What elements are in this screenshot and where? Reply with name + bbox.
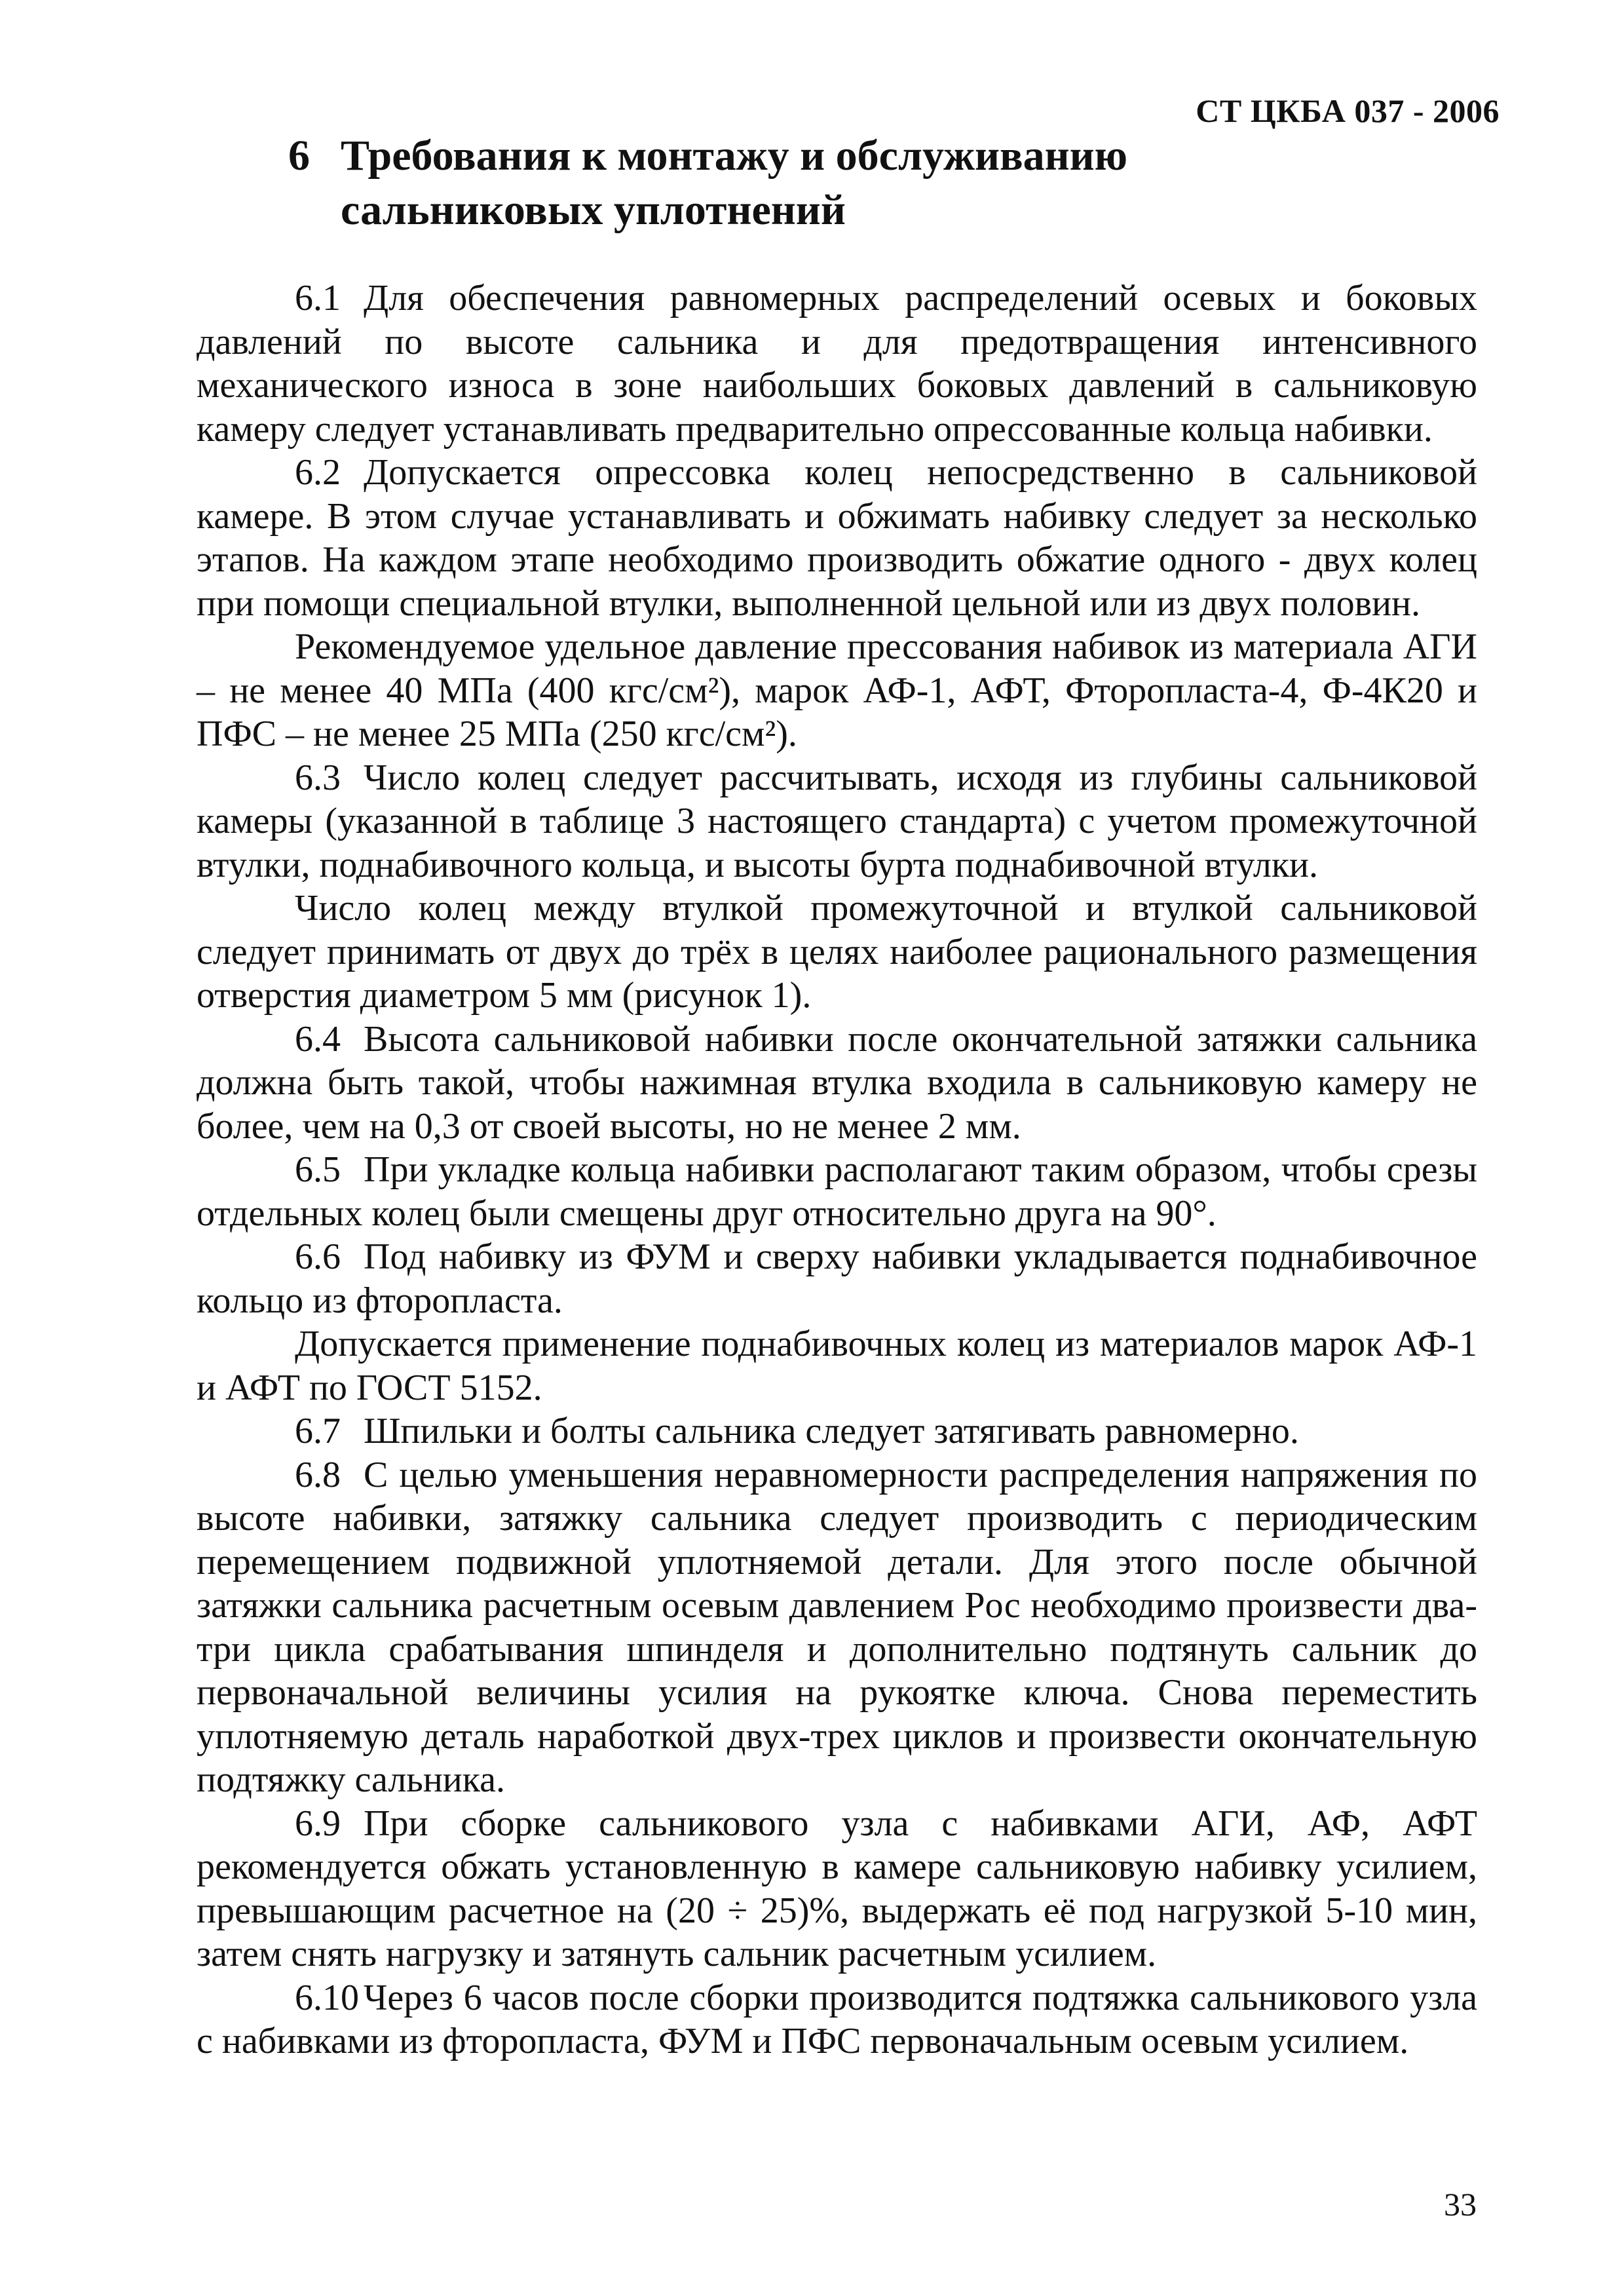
paragraph-text: С целью уменьшения неравномерности распределения напряжения по высоте набивки, затяжку сальника следует производить с периодическим перемещением подвижной уплотняемой детали. Для этого после обычной затяжки сальника расчетным осевым давлением Pос необходимо произвести два-три цикла срабатывания шпинделя и дополнительно подтянуть сальник до первоначальной величины усилия на рукоятке ключа. Снова переместить уплотняемую деталь наработкой двух-трех циклов и произвести окончательную подтяжку сальника. — [197, 1454, 1477, 1800]
clause-number: 6.2 — [295, 452, 341, 493]
paragraph-6-3 — [197, 756, 1477, 887]
section-number: 6 — [288, 132, 310, 180]
paragraph-6-10 — [197, 1976, 1477, 2063]
paragraph-6-9 — [197, 1802, 1477, 1976]
paragraph-text: Шпильки и болты сальника следует затягивать равномерно. — [364, 1411, 1299, 1451]
clause-number: 6.6 — [295, 1236, 341, 1277]
body-text — [197, 277, 1477, 2063]
paragraph-text: При сборке сальникового узла с набивками АГИ, АФ, АФТ рекомендуется обжать установленную в камере сальниковую набивку усилием, превышающим расчетное на (20 ÷ 25)%, выдержать её под нагрузкой 5-10 мин, затем снять нагрузку и затянуть сальник расчетным усилием. — [197, 1803, 1477, 1974]
clause-number: 6.5 — [295, 1149, 341, 1190]
paragraph-text: Число колец между втулкой промежуточной и втулкой сальниковой следует принимать от двух до трёх в целях наиболее рационального размещения отверстия диаметром 5 мм (рисунок 1). — [197, 888, 1477, 1016]
document-code: СТ ЦКБА 037 - 2006 — [1196, 92, 1500, 129]
paragraph-text: При укладке кольца набивки располагают таким образом, чтобы срезы отдельных колец были смещены друг относительно друга на 90°. — [197, 1149, 1477, 1234]
paragraph-6-4 — [197, 1018, 1477, 1149]
paragraph-text: Высота сальниковой набивки после окончательной затяжки сальника должна быть такой, чтобы нажимная втулка входила в сальниковую камеру не более, чем на 0,3 от своей высоты, но не менее 2 мм. — [197, 1018, 1477, 1147]
paragraph-6-2 — [197, 451, 1477, 625]
paragraph-text: Под набивку из ФУМ и сверху набивки укладывается поднабивочное кольцо из фторопласта. — [197, 1236, 1477, 1321]
paragraph-6-6-cont — [197, 1322, 1477, 1409]
clause-number: 6.7 — [295, 1411, 341, 1451]
paragraph-6-5 — [197, 1148, 1477, 1235]
paragraph-6-2-cont — [197, 625, 1477, 756]
paragraph-6-7 — [197, 1409, 1477, 1453]
paragraph-6-8 — [197, 1453, 1477, 1802]
paragraph-text: Через 6 часов после сборки производится подтяжка сальникового узла с набивками из фторопласта, ФУМ и ПФС первоначальным осевым усилием. — [197, 1977, 1477, 2061]
paragraph-text: Допускается применение поднабивочных колец из материалов марок АФ-1 и АФТ по ГОСТ 5152. — [197, 1324, 1477, 1408]
section-heading — [288, 128, 1271, 237]
clause-number: 6.4 — [295, 1018, 341, 1060]
clause-number: 6.1 — [295, 278, 341, 318]
paragraph-6-3-cont — [197, 887, 1477, 1018]
paragraph-text: Допускается опрессовка колец непосредственно в сальниковой камере. В этом случае устанавливать и обжимать набивку следует за несколько этапов. На каждом этапе необходимо производить обжатие одного - двух колец при помощи специальной втулки, выполненной цельной или из двух половин. — [197, 452, 1477, 624]
clause-number: 6.10 — [295, 1977, 359, 2018]
paragraph-6-1 — [197, 277, 1477, 451]
clause-number: 6.8 — [295, 1454, 341, 1495]
section-title-line1: Требования к монтажу и обслуживанию — [341, 132, 1128, 180]
paragraph-text: Для обеспечения равномерных распределений осевых и боковых давлений по высоте сальника и для предотвращения интенсивного механического износа в зоне наибольших боковых давлений в сальниковую камеру следует устанавливать предварительно опрессованные кольца набивки. — [197, 278, 1477, 450]
paragraph-text: Число колец следует рассчитывать, исходя из глубины сальниковой камеры (указанной в таблице 3 настоящего стандарта) с учетом промежуточной втулки, поднабивочного кольца, и высоты бурта поднабивочной втулки. — [197, 757, 1477, 885]
page-number: 33 — [1444, 2186, 1477, 2223]
section-title-line2: сальниковых уплотнений — [341, 186, 846, 235]
clause-number: 6.3 — [295, 757, 341, 798]
clause-number: 6.9 — [295, 1803, 341, 1844]
paragraph-6-6 — [197, 1235, 1477, 1322]
paragraph-text: Рекомендуемое удельное давление прессования набивок из материала АГИ – не менее 40 МПа (400 кгс/см²), марок АФ-1, АФТ, Фторопласта-4, Ф-4К20 и ПФС – не менее 25 МПа (250 кгс/см²). — [197, 626, 1477, 754]
